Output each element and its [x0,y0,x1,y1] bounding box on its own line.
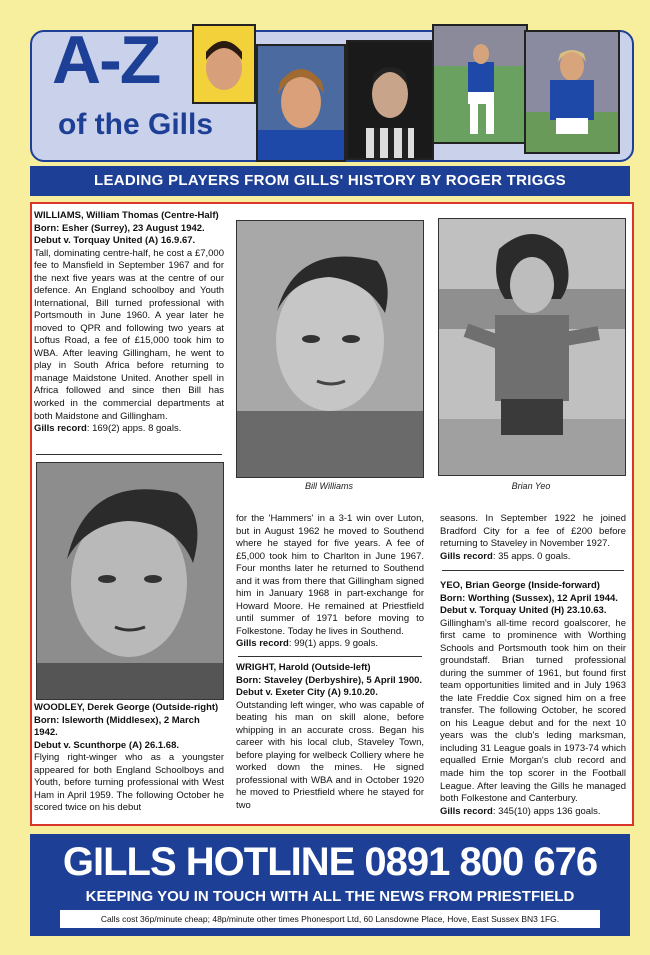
entry-record [236,638,424,651]
entry-record [440,806,626,819]
byline-banner: LEADING PLAYERS FROM GILLS' HISTORY BY ROGER TRIGGS [30,166,630,196]
entry-record [34,423,224,436]
photo-brian-yeo [438,218,626,476]
hotline-tagline: KEEPING YOU IN TOUCH WITH ALL THE NEWS FROM PRIESTFIELD [85,888,575,905]
divider [442,570,624,571]
entry-record [440,551,626,564]
photo-caption: Bill Williams [305,481,353,491]
record-label: Gills record [440,805,493,817]
entry-name: WOODLEY, Derek George (Outside-right) [34,702,219,713]
page-subtitle: of the Gills [58,108,214,141]
call-charges: Calls cost 36p/minute cheap; 48p/minute other times Phonesport Ltd, 60 Lansdowne Place, Hove, East Sussex BN3 1FG. [60,910,600,928]
entry-yeo [440,580,626,818]
player-photo-4 [432,24,528,144]
entry-wright-continued [440,513,626,563]
entry-body: Tall, dominating centre-half, he cost a £7,000 fee to Mansfield in September 1967 and for the next five years was at the centre of our defence. An England schoolboy and Youth International, Bill turned professional with Portsmouth in June 1960. A year later he moved to QPR and following two years at Loftus Road, a fee of £15,000 took him to WBA. After leaving Gillingham, he went to play in South Africa before returning to manage Maidstone United. Another spell in Africa followed and since then Bill has worked in the commercial departments at both Maidstone and Gillingham. [34,247,224,422]
entry-woodley [34,702,224,815]
divider [238,656,422,657]
player-photo-5 [524,30,620,154]
photo-bill-williams [236,220,424,478]
divider [36,454,222,455]
entry-name: YEO, Brian George (Inside-forward) [440,580,600,591]
hotline-number: GILLS HOTLINE 0891 800 676 [62,840,598,884]
entry-born: Born: Worthing (Sussex), 12 April 1944. [440,592,618,604]
record-label: Gills record [34,423,87,435]
entry-born: Born: Isleworth (Middlesex), 2 March 1942. [34,714,200,739]
hotline-advert [30,834,630,936]
entry-name: WILLIAMS, William Thomas (Centre-Half) [34,210,219,221]
record-label: Gills record [236,638,289,650]
entry-body: Flying right-winger who as a youngster appeared for both England Schoolboys and Youth, before turning professional with West Ham in April 1959. The following October he scored twice on his debut [34,752,224,814]
entry-body: seasons. In September 1922 he joined Bradford City for a fee of £200 before returning to Staveley in November 1927. [440,513,626,550]
entry-debut: Debut v. Exeter City (A) 9.10.20. [236,687,378,699]
record-value: : 35 apps. 0 goals. [492,550,571,562]
entry-debut: Debut v. Scunthorpe (A) 26.1.68. [34,739,179,751]
entry-debut: Debut v. Torquay United (A) 16.9.67. [34,235,196,247]
entry-wright [236,662,424,812]
entry-debut: Debut v. Torquay United (H) 23.10.63. [440,605,607,617]
page-title: A-Z [52,22,160,98]
record-value: : 169(2) apps. 8 goals. [86,423,182,435]
player-photo-3 [346,40,434,160]
entry-williams [34,210,224,436]
entry-body: Gillingham's all-time record goalscorer, he first came to prominence with Worthing Schools and Portsmouth took him on their groundstaff. Brian turned professional during the summer of 1961, but found first team opportunities limited and in July 1963 the late Freddie Cox signed him on a free transfer. The following October, he scored on his League debut and for the next 10 years was the club's leding marksman, including 31 League goals in 1973-74 which equalled Ernie Morgan's club record and made him the top scorer in the Football League. After leaving the Gills he managed both Folkestone and Canterbury. [440,617,626,805]
photo-caption: Brian Yeo [511,481,551,491]
entry-born: Born: Staveley (Derbyshire), 5 April 1900. [236,674,423,686]
player-photo-1 [192,24,256,104]
entry-woodley-continued [236,513,424,651]
record-value: : 345(10) apps 136 goals. [492,805,601,817]
entry-body: for the 'Hammers' in a 3-1 win over Luton, but in August 1962 he moved to Southend where he stayed for five years. A fee of £5,000 took him to Charlton in June 1967. Four months later he returned to Southend and it was from there that Gillingham signed him in January 1968 in part-exchange for Howard Moore. He remained at Priestfield until summer of 1971 before moving to Folkestone. Today he lives in Southend. [236,513,424,637]
record-label: Gills record [440,550,493,562]
photo-derek-woodley [36,462,224,700]
record-value: : 99(1) apps. 9 goals. [288,638,379,650]
entry-born: Born: Esher (Surrey), 23 August 1942. [34,222,205,234]
entry-body: Outstanding left winger, who was capable of beating his man on skill alone, before whipping in an accurate cross. Began his career with his local club, Staveley Town, before playing for welbeck Colliery where he worked down the mines. He signed professional with WBA and in October 1920 he moved to Priestfield where he stayed for two [236,699,424,811]
player-photo-2 [256,44,346,162]
entry-name: WRIGHT, Harold (Outside-left) [236,662,371,673]
